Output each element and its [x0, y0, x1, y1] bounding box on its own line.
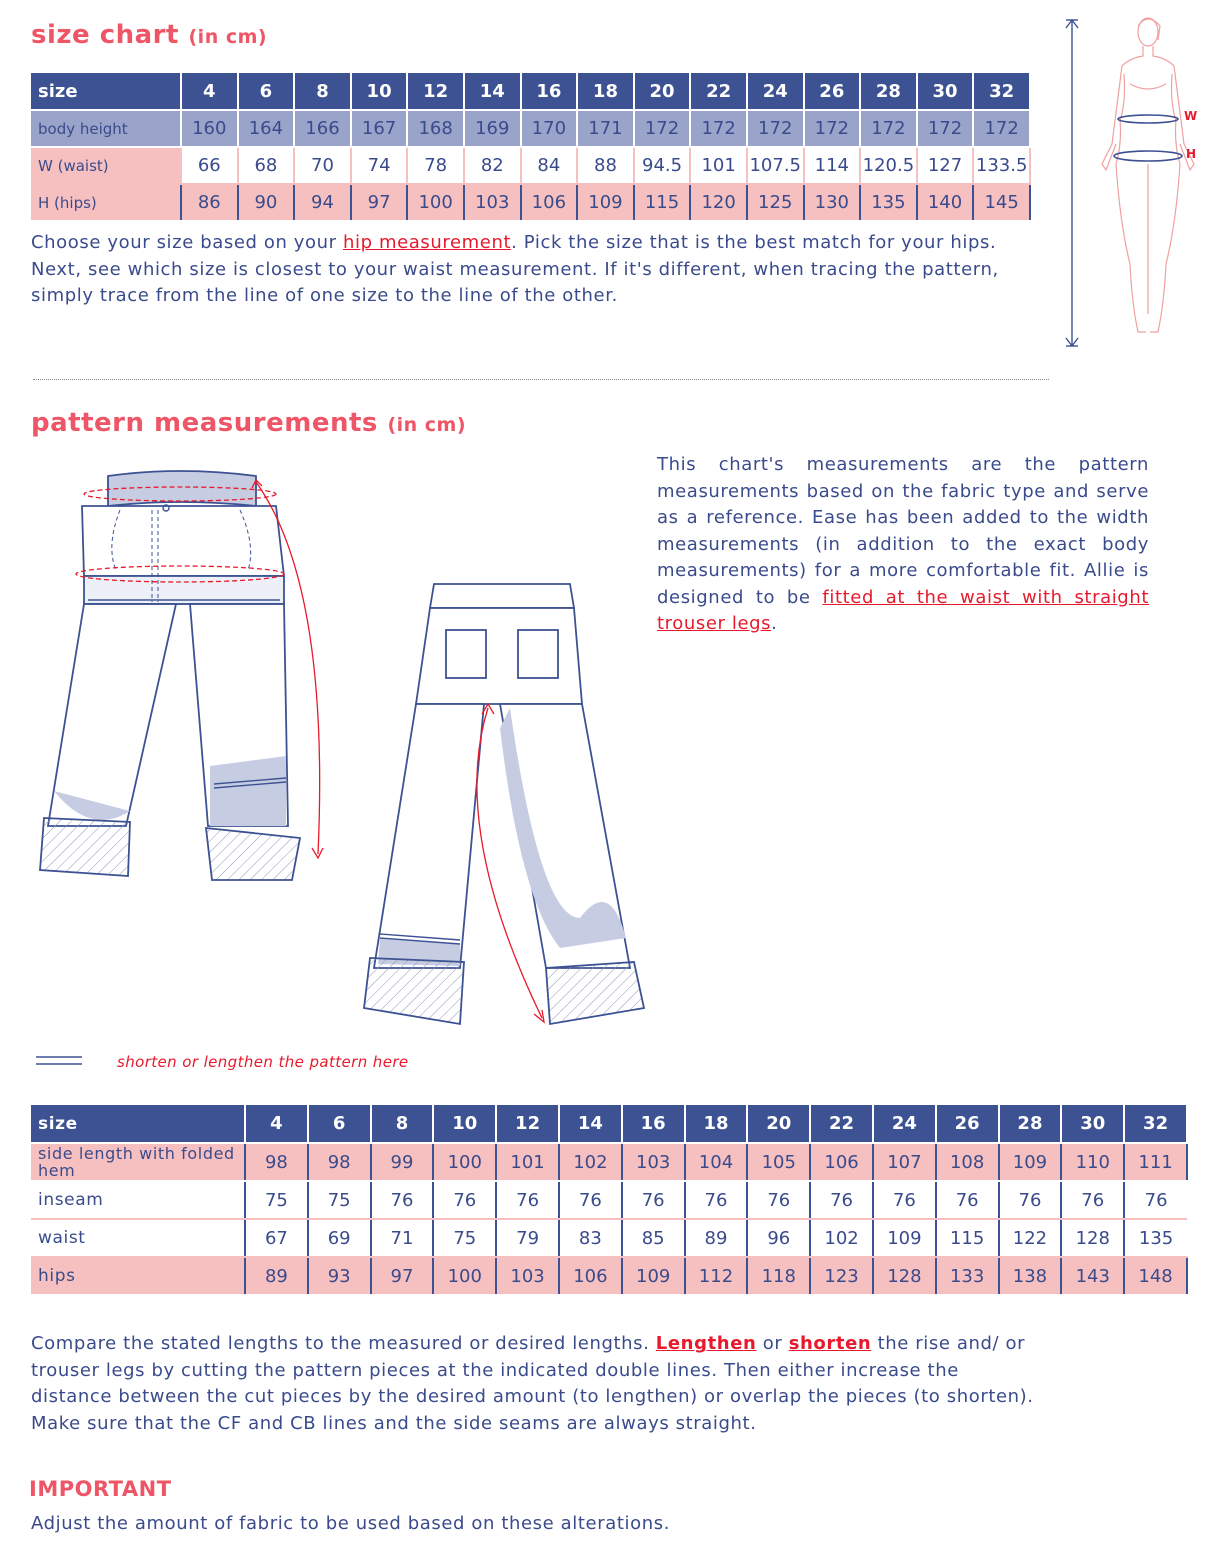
size-table-cell: 170 [521, 110, 578, 147]
pattern-table-cell: 102 [810, 1219, 873, 1257]
pattern-table-cell: 76 [496, 1181, 559, 1219]
size-table-cell: 114 [804, 147, 861, 184]
pattern-table-cell: 76 [1124, 1181, 1187, 1219]
size-table-cell: 84 [521, 147, 578, 184]
size-table-cell: 140 [917, 184, 974, 221]
pattern-table-cell: 76 [685, 1181, 748, 1219]
pattern-header-cell: 24 [873, 1105, 936, 1143]
body-figure-illustration [1060, 14, 1210, 354]
pattern-table-cell: 100 [433, 1143, 496, 1181]
pattern-table-row [31, 1219, 1187, 1257]
pattern-header-cell: 28 [999, 1105, 1062, 1143]
pattern-table-cell: 148 [1124, 1257, 1187, 1295]
important-text: Adjust the amount of fabric to be used based on these alterations. [31, 1513, 671, 1534]
size-table-cell: 172 [860, 110, 917, 147]
size-table-cell: 171 [577, 110, 634, 147]
pattern-table-cell: 104 [685, 1143, 748, 1181]
size-table-cell: 74 [351, 147, 408, 184]
pattern-table-cell: 109 [622, 1257, 685, 1295]
size-table-cell: 145 [973, 184, 1030, 221]
size-table-cell: 107.5 [747, 147, 804, 184]
pattern-header-cell: 10 [433, 1105, 496, 1143]
size-table-cell: 70 [294, 147, 351, 184]
pattern-table-cell: 79 [496, 1219, 559, 1257]
pattern-table-cell: 133 [936, 1257, 999, 1295]
lengthen-link[interactable]: Lengthen [655, 1333, 757, 1354]
pattern-table-cell: 101 [496, 1143, 559, 1181]
legend-text: shorten or lengthen the pattern here [117, 1053, 409, 1071]
pattern-header-cell: 6 [308, 1105, 371, 1143]
size-table-cell: 66 [181, 147, 238, 184]
size-table-cell: 135 [860, 184, 917, 221]
pattern-table-cell: 118 [747, 1257, 810, 1295]
size-table-cell: 86 [181, 184, 238, 221]
pattern-table-cell: 76 [810, 1181, 873, 1219]
pattern-table-cell: 103 [496, 1257, 559, 1295]
important-heading: IMPORTANT [29, 1477, 172, 1501]
hip-measurement-link[interactable]: hip measurement [343, 232, 512, 253]
pattern-table-cell: 98 [245, 1143, 308, 1181]
pattern-table-cell: 76 [999, 1181, 1062, 1219]
pattern-table-cell: 76 [873, 1181, 936, 1219]
pattern-table-cell: 111 [1124, 1143, 1187, 1181]
fitted-waist-link[interactable]: fitted at the waist with straight trouser legs [657, 586, 1149, 634]
hip-marker: H [1186, 147, 1197, 161]
size-header-cell: 26 [804, 73, 861, 110]
pattern-measurements-title: pattern measurements (in cm) [31, 408, 467, 438]
pattern-row-label: inseam [31, 1181, 245, 1219]
size-table-cell: 164 [238, 110, 295, 147]
pattern-table-cell: 107 [873, 1143, 936, 1181]
pattern-header-row [31, 1105, 1187, 1143]
size-table-cell: 120 [690, 184, 747, 221]
size-table-cell: 166 [294, 110, 351, 147]
pattern-table-cell: 108 [936, 1143, 999, 1181]
pattern-table-cell: 112 [685, 1257, 748, 1295]
pattern-table-cell: 105 [747, 1143, 810, 1181]
pattern-table-cell: 109 [873, 1219, 936, 1257]
size-table-cell: 168 [407, 110, 464, 147]
size-table-cell: 172 [973, 110, 1030, 147]
size-table-cell: 160 [181, 110, 238, 147]
pattern-table-cell: 76 [559, 1181, 622, 1219]
pattern-table-cell: 69 [308, 1219, 371, 1257]
pattern-header-cell: size [31, 1105, 245, 1143]
pattern-measurements-table [31, 1105, 1188, 1296]
size-table-cell: 103 [464, 184, 521, 221]
size-table-cell: 133.5 [973, 147, 1030, 184]
size-table-cell: 101 [690, 147, 747, 184]
size-table-cell: 90 [238, 184, 295, 221]
size-table-cell: 172 [804, 110, 861, 147]
pattern-table-cell: 93 [308, 1257, 371, 1295]
pattern-table-cell: 135 [1124, 1219, 1187, 1257]
pattern-description: This chart's measurements are the pattern measurements based on the fabric type and serve as a reference. Ease has been added to the width measurements (in addition to the exact body measurements) for a more comfortable fit. Allie is designed to be fitted at the waist with straight trouser legs. [657, 454, 1149, 634]
pattern-table-cell: 106 [810, 1143, 873, 1181]
pattern-header-cell: 16 [622, 1105, 685, 1143]
size-header-cell: 10 [351, 73, 408, 110]
pattern-header-cell: 22 [810, 1105, 873, 1143]
pattern-row-label: waist [31, 1219, 245, 1257]
size-table-cell: 88 [577, 147, 634, 184]
size-table-cell: 100 [407, 184, 464, 221]
pattern-table-cell: 100 [433, 1257, 496, 1295]
pattern-table-cell: 128 [873, 1257, 936, 1295]
pattern-table-cell: 76 [433, 1181, 496, 1219]
size-table-cell: 130 [804, 184, 861, 221]
size-table-cell: 172 [634, 110, 691, 147]
pattern-header-cell: 32 [1124, 1105, 1187, 1143]
size-table-row [31, 147, 1030, 184]
size-table-cell: 109 [577, 184, 634, 221]
size-header-cell: 22 [690, 73, 747, 110]
pattern-table-cell: 85 [622, 1219, 685, 1257]
pattern-table-row [31, 1181, 1187, 1219]
size-table-cell: 127 [917, 147, 974, 184]
size-header-cell: 12 [407, 73, 464, 110]
size-table-cell: 68 [238, 147, 295, 184]
pattern-header-cell: 4 [245, 1105, 308, 1143]
pattern-table-cell: 115 [936, 1219, 999, 1257]
pattern-table-cell: 76 [371, 1181, 434, 1219]
pattern-header-cell: 30 [1061, 1105, 1124, 1143]
pattern-table-cell: 71 [371, 1219, 434, 1257]
pattern-table-cell: 83 [559, 1219, 622, 1257]
size-header-cell: 20 [634, 73, 691, 110]
pattern-table-cell: 122 [999, 1219, 1062, 1257]
size-row-label: body height [31, 110, 181, 147]
size-header-cell: 6 [238, 73, 295, 110]
pattern-row-label: side length with folded hem [31, 1143, 245, 1181]
size-table-cell: 97 [351, 184, 408, 221]
pattern-table-cell: 76 [1061, 1181, 1124, 1219]
pattern-table-cell: 96 [747, 1219, 810, 1257]
size-table-cell: 106 [521, 184, 578, 221]
pattern-table-cell: 110 [1061, 1143, 1124, 1181]
pattern-table-cell: 128 [1061, 1219, 1124, 1257]
size-table-cell: 172 [690, 110, 747, 147]
size-chart-table [31, 73, 1031, 222]
size-header-cell: 4 [181, 73, 238, 110]
pattern-table-cell: 103 [622, 1143, 685, 1181]
pattern-table-cell: 109 [999, 1143, 1062, 1181]
size-table-cell: 172 [747, 110, 804, 147]
waist-marker: W [1184, 109, 1198, 123]
pattern-table-cell: 75 [308, 1181, 371, 1219]
pattern-table-cell: 106 [559, 1257, 622, 1295]
shorten-link[interactable]: shorten [788, 1333, 872, 1354]
pattern-table-cell: 67 [245, 1219, 308, 1257]
size-header-cell: 16 [521, 73, 578, 110]
size-table-row [31, 110, 1030, 147]
pattern-table-cell: 76 [936, 1181, 999, 1219]
pattern-header-cell: 20 [747, 1105, 810, 1143]
size-row-label: H (hips) [31, 184, 181, 221]
size-table-cell: 82 [464, 147, 521, 184]
pattern-table-cell: 123 [810, 1257, 873, 1295]
pattern-header-cell: 14 [559, 1105, 622, 1143]
size-header-cell: 32 [973, 73, 1030, 110]
pattern-header-cell: 8 [371, 1105, 434, 1143]
pattern-header-cell: 18 [685, 1105, 748, 1143]
size-table-cell: 120.5 [860, 147, 917, 184]
size-header-cell: 8 [294, 73, 351, 110]
pattern-table-cell: 102 [559, 1143, 622, 1181]
size-row-label: W (waist) [31, 147, 181, 184]
size-header-cell: 30 [917, 73, 974, 110]
section-divider [33, 379, 1049, 380]
double-line-legend-icon [36, 1054, 86, 1068]
back-trousers-illustration [360, 578, 660, 1028]
size-header-cell: 28 [860, 73, 917, 110]
pattern-table-cell: 75 [245, 1181, 308, 1219]
pattern-table-cell: 138 [999, 1257, 1062, 1295]
pattern-table-row [31, 1257, 1187, 1295]
pattern-row-label: hips [31, 1257, 245, 1295]
size-header-cell: 14 [464, 73, 521, 110]
size-table-cell: 125 [747, 184, 804, 221]
size-table-cell: 78 [407, 147, 464, 184]
size-header-cell: 18 [577, 73, 634, 110]
size-header-row [31, 73, 1030, 110]
pattern-table-cell: 143 [1061, 1257, 1124, 1295]
pattern-table-cell: 75 [433, 1219, 496, 1257]
pattern-table-row [31, 1143, 1187, 1181]
pattern-header-cell: 26 [936, 1105, 999, 1143]
pattern-table-cell: 76 [747, 1181, 810, 1219]
size-table-cell: 115 [634, 184, 691, 221]
size-header-cell: 24 [747, 73, 804, 110]
front-trousers-illustration [30, 466, 340, 896]
pattern-table-cell: 99 [371, 1143, 434, 1181]
size-header-cell: size [31, 73, 181, 110]
pattern-table-cell: 89 [245, 1257, 308, 1295]
size-table-cell: 172 [917, 110, 974, 147]
alteration-instructions: Compare the stated lengths to the measured or desired lengths. Lengthen or shorten the rise and/ or trouser legs by cutting the pattern pieces at the indicated double lines. Then either increase the distance between the cut pieces by the desired amount (to lengthen) or overlap the pieces (to shorten). Make sure that the CF and CB lines and the side seams are always straight. [31, 1333, 1034, 1434]
size-chart-title: size chart (in cm) [31, 20, 268, 50]
size-table-cell: 94.5 [634, 147, 691, 184]
size-chart-note: Choose your size based on your hip measurement. Pick the size that is the best match for your hips. Next, see which size is closest to your waist measurement. If it's different, when tracing the pattern, simply trace from the line of one size to the line of the other. [31, 232, 999, 306]
size-table-cell: 169 [464, 110, 521, 147]
size-table-cell: 94 [294, 184, 351, 221]
size-table-row [31, 184, 1030, 221]
pattern-header-cell: 12 [496, 1105, 559, 1143]
pattern-table-cell: 97 [371, 1257, 434, 1295]
pattern-table-cell: 89 [685, 1219, 748, 1257]
size-table-cell: 167 [351, 110, 408, 147]
pattern-table-cell: 98 [308, 1143, 371, 1181]
pattern-table-cell: 76 [622, 1181, 685, 1219]
